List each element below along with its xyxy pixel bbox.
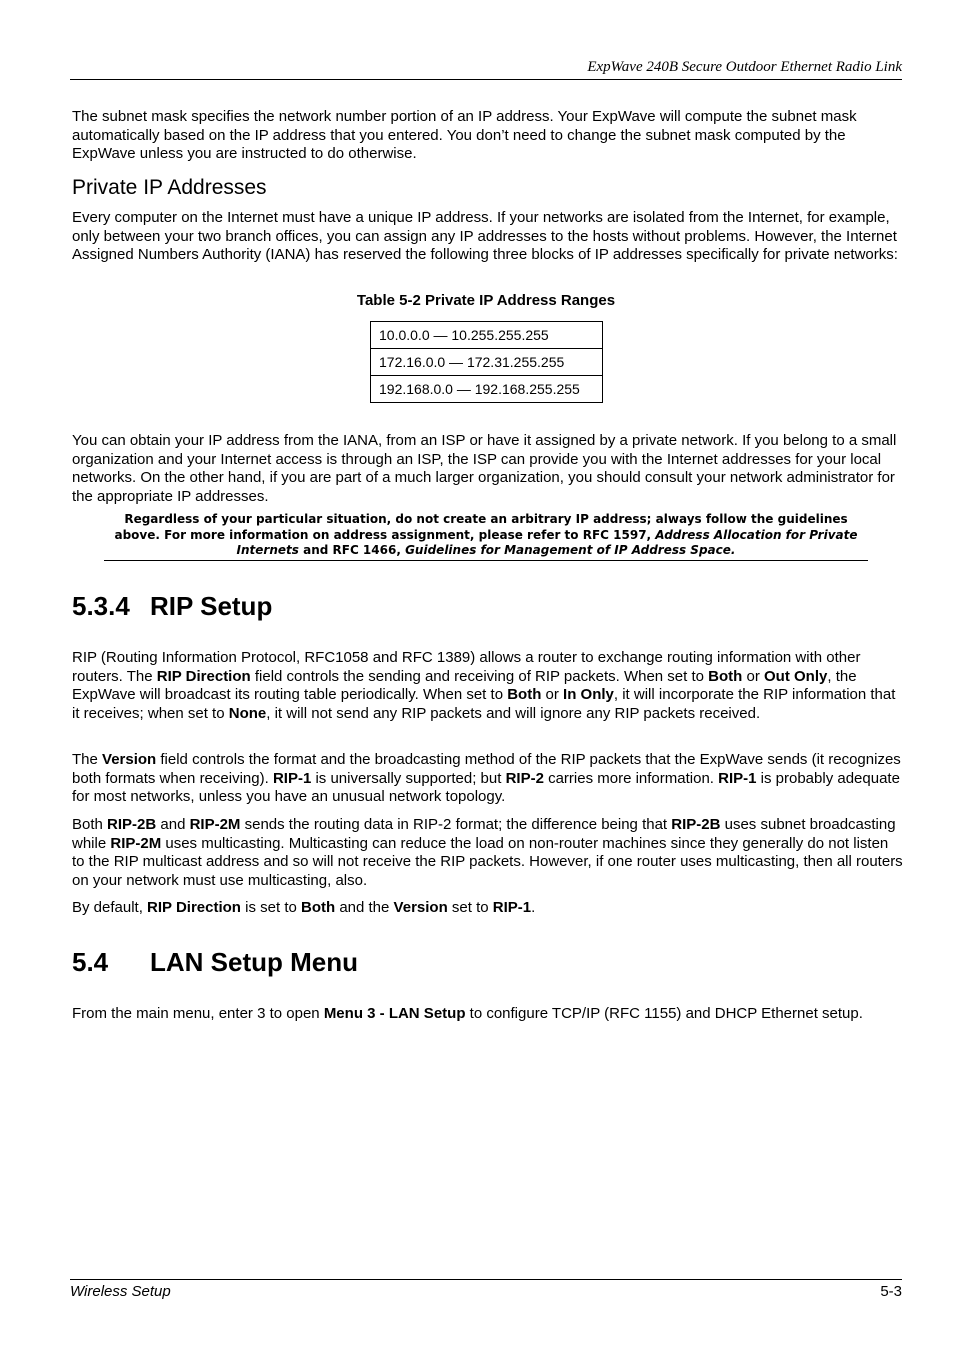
table-row	[371, 322, 603, 349]
ip-range-cell: 192.168.0.0 — 192.168.255.255	[371, 376, 603, 403]
rip-paragraph-2: The Version field controls the format and the broadcasting method of the RIP packets that the ExpWave sends (it recognizes both formats when receiving). RIP-1 is universally supported; but RIP-2 carries more information. RIP-1 is probably adequate for most networks, unless you have an unusual network topology.	[72, 751, 901, 805]
table-row	[371, 349, 603, 376]
rip-setup-heading	[72, 590, 272, 622]
page-footer	[70, 1279, 902, 1302]
lan-setup-heading	[72, 946, 358, 978]
ip-range-table	[370, 321, 603, 403]
note-reference: Address Allocation for Private Internets	[236, 527, 858, 557]
section-number: 5.3.4	[72, 591, 130, 621]
rip-paragraph-1: RIP (Routing Information Protocol, RFC1058 and RFC 1389) allows a router to exchange routing information with other routers. The RIP Direction field controls the sending and receiving of RIP packets. When set to Both or Out Only, the ExpWave will broadcast its routing table periodically. When set to Both or In Only, it will incorporate the RIP information that it receives; when set to None, it will not send any RIP packets and will ignore any RIP packets received.	[72, 649, 896, 722]
rip-paragraph-3: Both RIP-2B and RIP-2M sends the routing data in RIP-2 format; the difference being that RIP-2B uses subnet broadcasting while RIP-2M uses multicasting. Multicasting can reduce the load on non-router machines since they generally do not listen to the RIP multicast address and so will not receive the RIP packets. However, if one router uses multicasting, then all routers on your network must use multicasting, also.	[72, 816, 903, 889]
running-header	[70, 59, 902, 80]
obtain-ip-paragraph: You can obtain your IP address from the IANA, from an ISP or have it assigned by a private network. If you belong to a small organization and your Internet access is through an ISP, the ISP can provide you with the Internet addresses for your local networks. On the other hand, if you are part of a much larger organization, you should consult your network administrator for the appropriate IP addresses.	[72, 432, 897, 505]
table-caption: Table 5-2 Private IP Address Ranges	[356, 292, 616, 309]
note-reference: Guidelines for Management of IP Address Space.	[405, 543, 736, 557]
lan-paragraph: From the main menu, enter 3 to open Menu 3 - LAN Setup to configure TCP/IP (RFC 1155) and DHCP Ethernet setup.	[72, 1005, 863, 1022]
document-title: ExpWave 240B Secure Outdoor Ethernet Radio Link	[587, 59, 902, 75]
subnet-paragraph: The subnet mask specifies the network number portion of an IP address. Your ExpWave will compute the subnet mask automatically based on the IP address that you entered. You don’t need to change the subnet mask computed by the ExpWave unless you are instructed to do otherwise.	[72, 108, 857, 162]
private-ip-intro: Every computer on the Internet must have a unique IP address. If your networks are isolated from the Internet, for example, only between your two branch offices, you can assign any IP addresses to the hosts without problems. However, the Internet Assigned Numbers Authority (IANA) has reserved the following three blocks of IP addresses specifically for private networks:	[72, 209, 898, 263]
guideline-note	[104, 512, 868, 561]
ip-range-cell: 172.16.0.0 — 172.31.255.255	[371, 349, 603, 376]
table-row	[371, 376, 603, 403]
note-text: Regardless of your particular situation, do not create an arbitrary IP address; always follow the guidelines above. For more information on address assignment, please refer to RFC 1597,	[114, 512, 848, 542]
page-number: 5-3	[880, 1283, 902, 1300]
section-number: 5.4	[72, 947, 109, 977]
section-title: RIP Setup	[150, 591, 273, 621]
section-title: LAN Setup Menu	[150, 947, 358, 977]
private-ip-heading: Private IP Addresses	[72, 176, 267, 199]
rip-paragraph-4: By default, RIP Direction is set to Both and the Version set to RIP-1.	[72, 899, 536, 916]
footer-section: Wireless Setup	[70, 1283, 171, 1300]
note-text: and RFC 1466,	[298, 543, 406, 557]
ip-range-cell: 10.0.0.0 — 10.255.255.255	[371, 322, 603, 349]
